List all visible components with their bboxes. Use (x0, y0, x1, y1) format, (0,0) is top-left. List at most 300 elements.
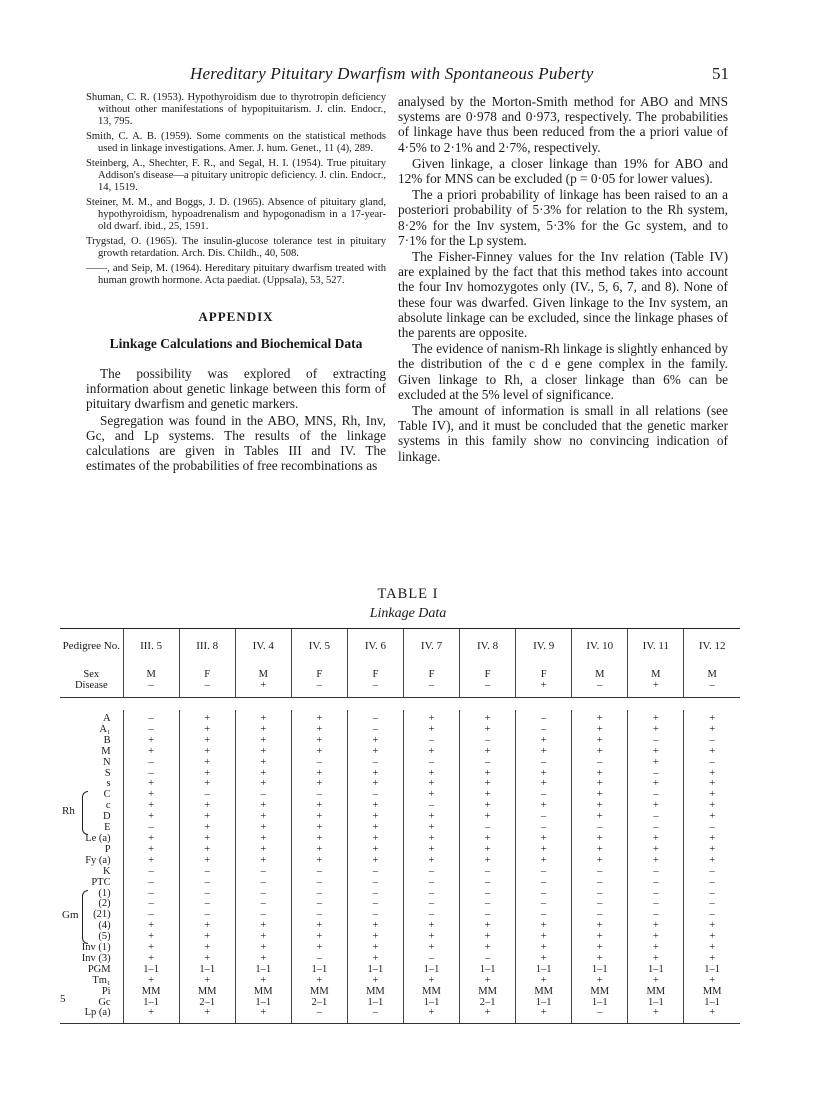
pedigree-header: IV. 5 (291, 629, 347, 663)
marker-value: + (403, 845, 459, 856)
marker-label: PGM (87, 963, 111, 975)
marker-value: + (291, 921, 347, 932)
marker-value: + (179, 976, 235, 987)
marker-value: + (291, 779, 347, 790)
marker-value: + (628, 943, 684, 954)
marker-label: M (101, 745, 111, 757)
marker-value: – (516, 710, 572, 725)
sex-disease-cell (347, 663, 403, 698)
marker-value: – (179, 867, 235, 878)
marker-value: + (572, 856, 628, 867)
sex-disease-labels (60, 663, 123, 698)
marker-value: + (516, 834, 572, 845)
marker-value: + (460, 943, 516, 954)
marker-value: 1–1 (347, 965, 403, 976)
marker-value: + (628, 747, 684, 758)
marker-value: + (179, 710, 235, 725)
marker-value: + (123, 845, 179, 856)
table-title: TABLE I (377, 586, 439, 602)
marker-value: + (460, 769, 516, 780)
reference-entry: ——, and Seip, M. (1964). Hereditary pituitary dwarfism treated with human growth hormone. Acta paediat. (Uppsala), 53, 527. (86, 263, 386, 286)
marker-value: + (460, 779, 516, 790)
marker-value: – (235, 867, 291, 878)
marker-value: + (291, 976, 347, 987)
right-column (398, 94, 728, 465)
marker-row (60, 769, 740, 780)
marker-value: – (460, 867, 516, 878)
marker-value: + (235, 758, 291, 769)
sex-disease-cell (123, 663, 179, 698)
marker-value: + (291, 769, 347, 780)
pedigree-header: IV. 9 (516, 629, 572, 663)
sex-value: F (428, 669, 435, 680)
marker-value: + (516, 747, 572, 758)
marker-value: + (403, 710, 459, 725)
marker-value: + (572, 812, 628, 823)
marker-value: – (291, 954, 347, 965)
marker-value: + (179, 845, 235, 856)
marker-label: (21) (93, 909, 111, 921)
marker-value: 1–1 (628, 965, 684, 976)
marker-value: + (179, 1008, 235, 1023)
marker-value: 2–1 (460, 998, 516, 1009)
reference-entry: Steinberg, A., Shechter, F. R., and Segal, H. I. (1954). True pituitary Addison's disease—a pituitary unitropic deficiency. J. clin. Endocr., 14, 1519. (86, 158, 386, 193)
marker-value: + (291, 710, 347, 725)
marker-value: + (235, 812, 291, 823)
marker-value: + (572, 747, 628, 758)
marker-value: + (123, 856, 179, 867)
marker-value: – (235, 899, 291, 910)
marker-value: + (572, 736, 628, 747)
marker-value: + (572, 845, 628, 856)
marker-value: – (347, 1008, 403, 1023)
marker-value: + (235, 736, 291, 747)
marker-value: + (403, 932, 459, 943)
marker-value: + (684, 834, 740, 845)
marker-value: + (684, 1008, 740, 1023)
marker-value: + (684, 954, 740, 965)
marker-value: + (179, 932, 235, 943)
marker-value: + (235, 834, 291, 845)
marker-value: – (684, 889, 740, 900)
marker-row (60, 932, 740, 943)
marker-value: + (684, 790, 740, 801)
marker-value: + (684, 932, 740, 943)
marker-value: + (516, 954, 572, 965)
marker-value: + (179, 801, 235, 812)
marker-value: + (572, 954, 628, 965)
marker-value: – (179, 910, 235, 921)
marker-value: + (291, 823, 347, 834)
page-number: 51 (712, 64, 729, 83)
marker-value: + (291, 736, 347, 747)
marker-row (60, 823, 740, 834)
marker-value: – (403, 878, 459, 889)
marker-value: + (123, 747, 179, 758)
marker-row (60, 801, 740, 812)
pedigree-header: IV. 11 (628, 629, 684, 663)
marker-value: + (516, 801, 572, 812)
marker-value: + (291, 725, 347, 736)
marker-value: + (460, 932, 516, 943)
pedigree-header: III. 8 (179, 629, 235, 663)
marker-value: + (403, 790, 459, 801)
marker-value: + (572, 790, 628, 801)
marker-value: + (572, 943, 628, 954)
marker-value: 1–1 (628, 998, 684, 1009)
marker-value: 1–1 (516, 965, 572, 976)
marker-row (60, 812, 740, 823)
sex-value: M (651, 669, 661, 680)
marker-value: 1–1 (123, 998, 179, 1009)
marker-label: (5) (98, 931, 111, 943)
marker-value: + (403, 921, 459, 932)
marker-value: – (291, 867, 347, 878)
gm-group-label: Gm (62, 908, 79, 921)
marker-value: – (347, 758, 403, 769)
marker-value: – (403, 899, 459, 910)
marker-value: + (516, 932, 572, 943)
marker-value: – (684, 899, 740, 910)
marker-value: + (628, 921, 684, 932)
marker-value: + (403, 834, 459, 845)
marker-value: + (403, 725, 459, 736)
appendix-subtitle: Linkage Calculations and Biochemical Data (109, 336, 363, 351)
sex-value: F (540, 669, 547, 680)
marker-value: 1–1 (572, 998, 628, 1009)
marker-value: – (628, 812, 684, 823)
marker-row (60, 878, 740, 889)
marker-value: – (628, 823, 684, 834)
marker-value: + (123, 834, 179, 845)
marker-value: – (628, 867, 684, 878)
marker-value: + (516, 943, 572, 954)
marker-value: + (516, 769, 572, 780)
marker-value: – (123, 910, 179, 921)
marker-value: – (291, 878, 347, 889)
sex-disease-cell (684, 663, 740, 698)
marker-value: MM (684, 987, 740, 998)
marker-value: 1–1 (572, 965, 628, 976)
body-paragraph: The Fisher-Finney values for the Inv relation (Table IV) are explained by the fact that this method takes into account the four Inv homozygotes only (IV., 5, 6, 7, and 8). None of these four was dwarfed. Given linkage to the Inv system, an absolute linkage can be excluded, since the linkage phases of the parents are opposite. (398, 249, 728, 341)
marker-value: – (572, 758, 628, 769)
marker-value: – (460, 889, 516, 900)
marker-value: + (460, 747, 516, 758)
sex-value: F (484, 669, 491, 680)
reference-entry: Shuman, C. R. (1953). Hypothyroidism due to thyrotropin deficiency without other manifestations of hypopituitarism. J. clin. Endocr., 13, 795. (86, 92, 386, 127)
marker-row (60, 856, 740, 867)
sex-disease-cell (516, 663, 572, 698)
marker-value: + (123, 801, 179, 812)
marker-value: – (123, 889, 179, 900)
marker-value: + (179, 779, 235, 790)
marker-value: MM (123, 987, 179, 998)
marker-value: + (684, 725, 740, 736)
disease-value: – (148, 680, 154, 691)
marker-value: MM (179, 987, 235, 998)
marker-value: + (403, 769, 459, 780)
marker-value: + (572, 921, 628, 932)
marker-row (60, 867, 740, 878)
marker-value: – (516, 910, 572, 921)
marker-value: + (684, 779, 740, 790)
marker-value: + (684, 812, 740, 823)
marker-value: – (516, 725, 572, 736)
marker-row (60, 790, 740, 801)
marker-value: – (403, 910, 459, 921)
marker-value: + (179, 812, 235, 823)
marker-value: + (235, 943, 291, 954)
marker-value: + (235, 954, 291, 965)
marker-value: – (572, 889, 628, 900)
marker-value: + (516, 736, 572, 747)
marker-value: + (572, 769, 628, 780)
marker-value: + (347, 932, 403, 943)
marker-value: + (347, 834, 403, 845)
pedigree-header: IV. 12 (684, 629, 740, 663)
disease-value: – (372, 680, 379, 691)
marker-value: – (460, 878, 516, 889)
sex-value: M (707, 669, 717, 680)
marker-label: D (102, 811, 111, 823)
marker-value: + (460, 845, 516, 856)
marker-value: + (460, 801, 516, 812)
marker-value: + (179, 725, 235, 736)
marker-value: + (516, 856, 572, 867)
marker-value: + (179, 943, 235, 954)
marker-value: + (628, 856, 684, 867)
reference-entry: Steiner, M. M., and Boggs, J. D. (1965). Absence of pituitary gland, hypothyroidism, hypoadrenalism and hypogonadism in a 17-year-old dwarf. ibid., 25, 1591. (86, 197, 386, 232)
body-paragraph: The amount of information is small in all relations (see Table IV), and it must be concluded that the genetic marker systems in this family show no convincing indication of linkage. (398, 403, 728, 464)
disease-value: + (652, 680, 659, 691)
linkage-data-table (60, 629, 740, 1023)
marker-value: + (123, 812, 179, 823)
marker-value: 2–1 (291, 998, 347, 1009)
marker-value: – (291, 910, 347, 921)
marker-value: – (123, 725, 179, 736)
marker-label: P (104, 843, 111, 855)
marker-value: + (403, 747, 459, 758)
marker-value: + (235, 932, 291, 943)
marker-value: – (572, 910, 628, 921)
marker-value: – (460, 954, 516, 965)
sex-label: Sex (83, 669, 100, 680)
marker-value: + (628, 834, 684, 845)
marker-label: S (104, 767, 111, 779)
rh-group-label: Rh (62, 805, 75, 818)
marker-value: – (516, 812, 572, 823)
marker-value: – (291, 889, 347, 900)
marker-row (60, 725, 740, 736)
marker-value: + (179, 769, 235, 780)
marker-row (60, 998, 740, 1009)
marker-value: + (123, 976, 179, 987)
marker-row (60, 976, 740, 987)
marker-row (60, 943, 740, 954)
marker-value: – (460, 899, 516, 910)
sex-disease-cell (235, 663, 291, 698)
marker-value: + (291, 834, 347, 845)
marker-label: K (102, 865, 111, 877)
marker-value: + (628, 932, 684, 943)
marker-label: (4) (98, 920, 111, 932)
marker-value: + (460, 921, 516, 932)
marker-value: + (347, 943, 403, 954)
marker-value: – (684, 758, 740, 769)
marker-label: Fy (a) (85, 854, 111, 866)
marker-value: + (291, 747, 347, 758)
separator-row (60, 698, 740, 711)
marker-value: – (572, 899, 628, 910)
marker-value: – (516, 878, 572, 889)
marker-block (60, 710, 740, 1023)
marker-value: + (684, 769, 740, 780)
marker-value: – (235, 790, 291, 801)
marker-label: PTC (91, 876, 111, 888)
marker-value: – (628, 899, 684, 910)
rh-group-brace (82, 791, 88, 835)
marker-value: – (516, 823, 572, 834)
marker-value: – (628, 769, 684, 780)
marker-row (60, 758, 740, 769)
marker-value: + (347, 747, 403, 758)
body-paragraph: Segregation was found in the ABO, MNS, Rh, Inv, Gc, and Lp systems. The results of the linkage calculations are given in Tables III and IV. The estimates of the probabilities of free recombinations as (86, 412, 386, 474)
marker-value: 1–1 (516, 998, 572, 1009)
marker-value: + (347, 921, 403, 932)
marker-value: – (628, 878, 684, 889)
pedigree-header: IV. 7 (403, 629, 459, 663)
marker-row (60, 710, 740, 725)
marker-value: + (628, 758, 684, 769)
marker-value: – (347, 725, 403, 736)
marker-value: – (235, 910, 291, 921)
marker-value: MM (235, 987, 291, 998)
marker-value: – (572, 823, 628, 834)
marker-value: + (123, 943, 179, 954)
marker-value: + (347, 845, 403, 856)
marker-label: (2) (98, 898, 111, 910)
marker-value: – (179, 878, 235, 889)
marker-value: + (460, 812, 516, 823)
marker-value: + (235, 801, 291, 812)
marker-value: + (235, 779, 291, 790)
marker-value: + (291, 932, 347, 943)
marker-value: MM (347, 987, 403, 998)
sex-disease-block (60, 663, 740, 710)
marker-value: + (347, 801, 403, 812)
marker-value: + (235, 725, 291, 736)
marker-label: A₁ (99, 723, 111, 735)
sex-disease-cell (291, 663, 347, 698)
marker-value: + (235, 747, 291, 758)
disease-value: – (597, 680, 603, 691)
disease-value: + (260, 680, 267, 691)
row-header-label: Pedigree No. (62, 640, 120, 652)
marker-value: MM (628, 987, 684, 998)
marker-label: C (103, 789, 111, 801)
marker-value: – (123, 758, 179, 769)
pedigree-header: IV. 10 (572, 629, 628, 663)
marker-value: – (572, 1008, 628, 1023)
marker-value: + (235, 845, 291, 856)
marker-value: – (572, 878, 628, 889)
marker-value: – (403, 758, 459, 769)
marker-value: + (684, 801, 740, 812)
marker-row (60, 779, 740, 790)
left-column (86, 92, 386, 474)
marker-value: MM (460, 987, 516, 998)
marker-value: + (684, 856, 740, 867)
marker-value: – (235, 889, 291, 900)
running-head: Hereditary Pituitary Dwarfism with Spontaneous Puberty (190, 64, 594, 83)
marker-value: – (628, 889, 684, 900)
marker-value: + (628, 954, 684, 965)
disease-value: – (709, 680, 715, 691)
marker-value: + (235, 921, 291, 932)
marker-label: N (102, 756, 111, 768)
marker-value: + (347, 736, 403, 747)
marker-value: + (516, 921, 572, 932)
marker-value: + (179, 921, 235, 932)
marker-value: + (291, 812, 347, 823)
marker-value: + (572, 725, 628, 736)
marker-value: + (403, 823, 459, 834)
marker-value: – (291, 899, 347, 910)
body-paragraph: The possibility was explored of extracting information about genetic linkage between this form of pituitary dwarfism and genetic markers. (86, 366, 386, 412)
marker-value: – (460, 758, 516, 769)
marker-value: 1–1 (684, 965, 740, 976)
marker-label: Inv (3) (81, 952, 111, 964)
marker-value: – (460, 910, 516, 921)
disease-value: – (316, 680, 322, 691)
marker-value: – (516, 889, 572, 900)
sex-value: F (204, 669, 211, 680)
marker-value: + (572, 779, 628, 790)
marker-row (60, 889, 740, 900)
marker-value: + (628, 779, 684, 790)
marker-value: + (179, 758, 235, 769)
marker-value: – (347, 710, 403, 725)
marker-value: + (403, 812, 459, 823)
marker-value: + (179, 834, 235, 845)
marker-value: – (123, 899, 179, 910)
marker-value: – (628, 736, 684, 747)
marker-value: 1–1 (403, 965, 459, 976)
marker-value: + (347, 976, 403, 987)
marker-value: + (123, 921, 179, 932)
marker-value: + (235, 856, 291, 867)
table-bottom-rule (60, 1023, 740, 1024)
marker-value: – (123, 867, 179, 878)
sex-disease-row (60, 663, 740, 698)
marker-label: A (102, 713, 111, 724)
marker-label: B (103, 734, 111, 746)
marker-label: Inv (1) (81, 942, 111, 954)
marker-value: – (403, 867, 459, 878)
marker-value: + (460, 710, 516, 725)
marker-value: + (403, 1008, 459, 1023)
marker-row (60, 987, 740, 998)
marker-value: + (235, 823, 291, 834)
marker-value: – (516, 867, 572, 878)
linkage-table (60, 628, 740, 1024)
marker-value: – (628, 790, 684, 801)
marker-row (60, 899, 740, 910)
sex-value: M (595, 669, 605, 680)
marker-value: + (628, 801, 684, 812)
marker-label: E (104, 822, 111, 834)
marker-value: + (684, 845, 740, 856)
